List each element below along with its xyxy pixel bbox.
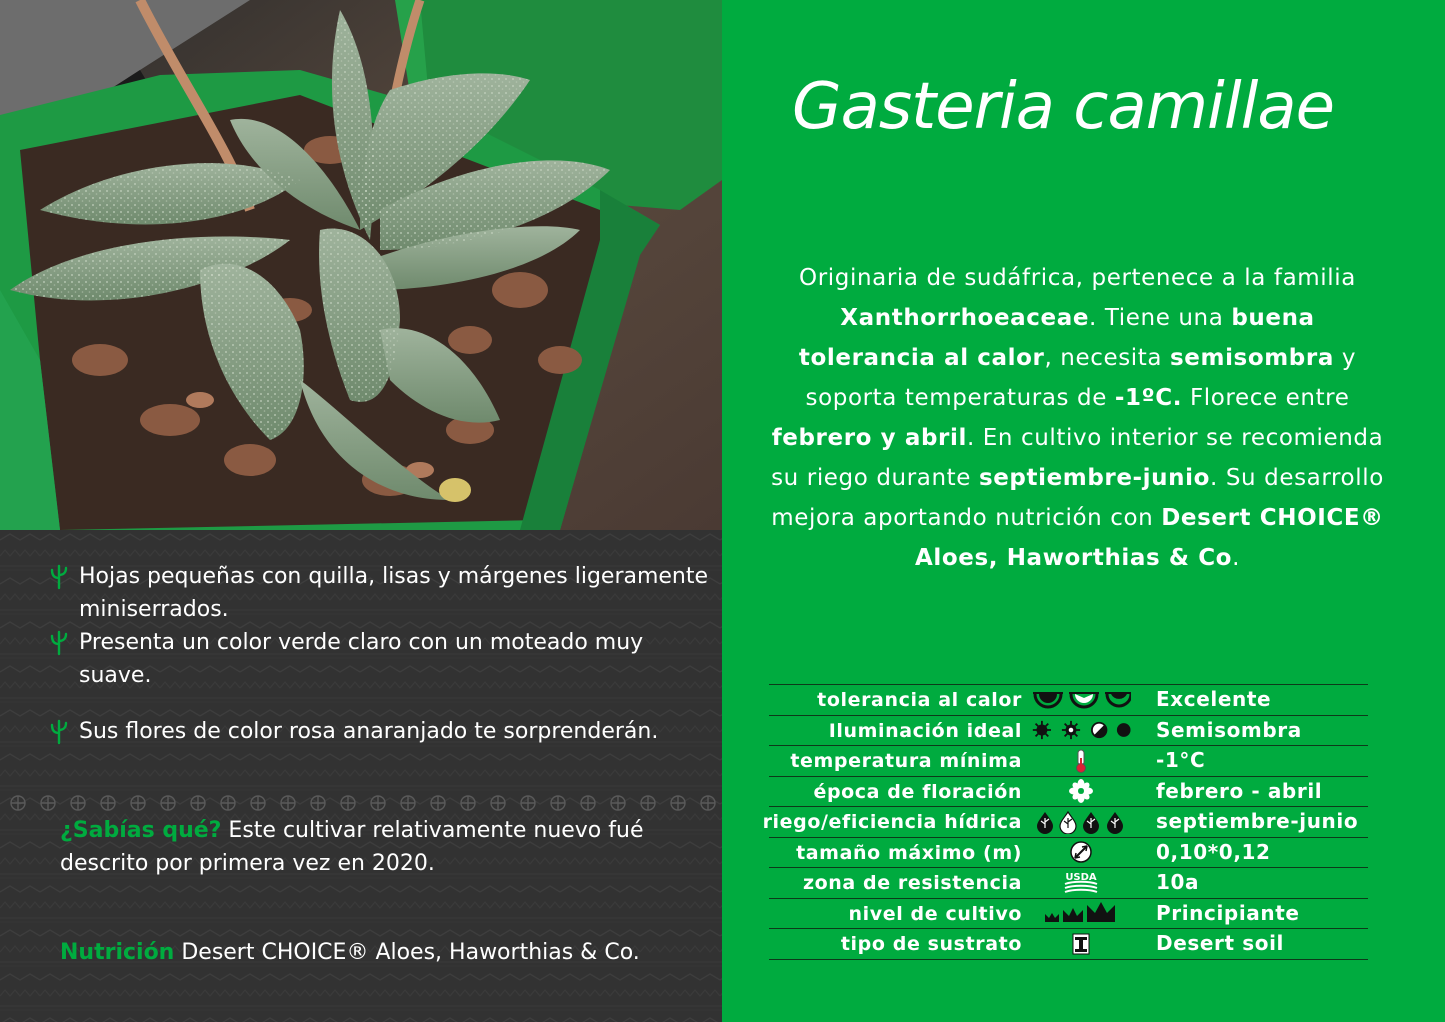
water-drop-icons [1031,808,1131,835]
plant-photo [0,0,722,530]
spec-label: zona de resistencia [802,872,1022,894]
did-you-know [60,814,700,880]
spec-row-hardiness [769,868,1368,899]
spec-label: tipo de sustrato [840,933,1022,955]
spec-value: Excelente [1156,687,1272,711]
spec-label: riego/eficiencia hídrica [762,811,1022,833]
cactus-icon [48,719,70,745]
spec-value: Desert soil [1156,931,1284,955]
svg-text:USDA: USDA [1065,871,1097,883]
flower-icon [1031,778,1131,805]
spec-row-substrate [769,929,1368,960]
heat-tolerance-icons [1031,686,1131,713]
spec-value: Semisombra [1156,717,1302,742]
spec-row-watering [762,807,1368,838]
spec-value: Principiante [1156,900,1300,925]
nutrition-label: Nutrición [60,940,175,965]
spec-value: septiembre-junio [1156,809,1359,833]
spec-row-flowering [769,777,1368,808]
spec-label: tamaño máximo (m) [796,841,1022,864]
spec-row-size [769,838,1368,869]
spec-label: tolerancia al calor [817,689,1022,711]
substrate-icon [1031,930,1131,957]
did-you-know-label: ¿Sabías qué? [60,818,222,843]
feature-text: Presenta un color verde claro con un moteado muy suave. [79,630,644,688]
spec-row-temperature [769,746,1368,777]
thermometer-icon [1031,747,1131,774]
feature-list [48,560,718,748]
feature-text: Sus flores de color rosa anaranjado te sorprenderán. [79,719,659,744]
plant-title: Gasteria camillae [792,70,1334,144]
spec-label: Iluminación ideal [828,719,1022,742]
features-panel [0,530,722,1022]
plant-description: Originaria de sudáfrica, pertenece a la familia Xanthorrhoeaceae. Tiene una buena tolerancia al calor, necesita semisombra y soporta temperaturas de -1ºC. Florece entre febrero y abril. En cultivo interior se recomienda su riego durante septiembre-junio. Su desarrollo mejora aportando nutrición con Desert CHOICE® Aloes, Haworthias & Co. [771,265,1384,571]
spec-label: temperatura mínima [790,750,1022,772]
spec-label: época de floración [813,780,1022,803]
crown-icons [1031,900,1131,927]
spec-value: febrero - abril [1156,778,1323,803]
light-icons [1031,717,1131,744]
spec-row-level [769,899,1368,930]
spec-value: 10a [1156,870,1200,894]
spec-row-heat [769,684,1368,716]
cactus-icon [48,564,70,590]
cactus-icon [48,630,70,656]
usda-icon [1031,869,1131,896]
spec-value: 0,10*0,12 [1156,839,1271,864]
did-you-know-text: Este cultivar relativamente nuevo fué descrito por primera vez en 2020. [60,818,644,876]
nutrition-note [60,936,700,969]
nutrition-text: Desert CHOICE® Aloes, Haworthias & Co. [174,940,640,965]
feature-text: Hojas pequeñas con quilla, lisas y márgenes ligeramente miniserrados. [79,564,709,622]
spec-value: -1°C [1156,748,1206,772]
feature-item [48,560,718,626]
feature-item [48,715,718,748]
spec-row-light [769,716,1368,747]
size-icon [1031,839,1131,866]
feature-item [48,626,718,692]
specs-table [762,684,1368,960]
spec-label: nivel de cultivo [848,902,1022,925]
